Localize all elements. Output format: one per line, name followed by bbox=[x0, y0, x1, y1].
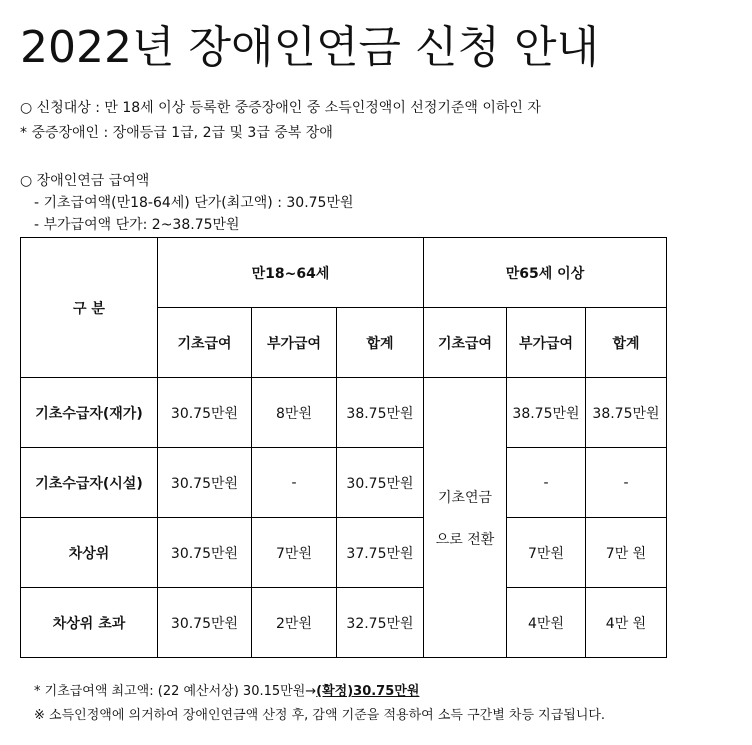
table-row bbox=[21, 518, 667, 588]
sub-header: 기초급여 bbox=[158, 308, 252, 378]
row-label: 기초수급자(재가) bbox=[21, 378, 158, 448]
table-cell: 30.75만원 bbox=[158, 588, 252, 658]
table-cell: 4만원 bbox=[507, 588, 586, 658]
table-cell: 38.75만원 bbox=[507, 378, 586, 448]
income-note: ※ 소득인정액에 의거하여 장애인연금액 산정 후, 감액 기준을 적용하여 소득 구간별 차등 지급됩니다. bbox=[34, 708, 606, 723]
max-amount-note-text: * 기초급여액 최고액: (22 예산서상) 30.15만원→ bbox=[34, 684, 317, 699]
table-cell: 30.75만원 bbox=[158, 448, 252, 518]
sub-header: 합계 bbox=[337, 308, 424, 378]
merged-line: 으로 전환 bbox=[435, 531, 495, 548]
row-label: 차상위 bbox=[21, 518, 158, 588]
table-cell: 30.75만원 bbox=[158, 378, 252, 448]
amount-item-additional: - 부가급여액 단가: 2~38.75만원 bbox=[34, 217, 240, 233]
table-cell: 30.75만원 bbox=[158, 518, 252, 588]
table-cell: 7만원 bbox=[507, 518, 586, 588]
confirmed-amount: (확정)30.75만원 bbox=[316, 684, 420, 699]
table-cell: 4만 원 bbox=[586, 588, 667, 658]
table-row bbox=[21, 588, 667, 658]
table-cell: - bbox=[252, 448, 337, 518]
sub-header: 부가급여 bbox=[507, 308, 586, 378]
row-label: 차상위 초과 bbox=[21, 588, 158, 658]
target-line: ○ 신청대상 : 만 18세 이상 등록한 중증장애인 중 소득인정액이 선정기준액 이하인 자 bbox=[20, 100, 541, 116]
table-cell: 38.75만원 bbox=[586, 378, 667, 448]
table-cell: 7만 원 bbox=[586, 518, 667, 588]
max-amount-note bbox=[34, 684, 419, 700]
table-cell: 7만원 bbox=[252, 518, 337, 588]
row-label: 기초수급자(시설) bbox=[21, 448, 158, 518]
merged-basic-pension-cell bbox=[424, 378, 507, 658]
sub-header: 기초급여 bbox=[424, 308, 507, 378]
category-header: 구 분 bbox=[21, 238, 158, 378]
table-cell: 32.75만원 bbox=[337, 588, 424, 658]
table-cell: 38.75만원 bbox=[337, 378, 424, 448]
table-cell: 8만원 bbox=[252, 378, 337, 448]
table-cell: 30.75만원 bbox=[337, 448, 424, 518]
group-header-65plus: 만65세 이상 bbox=[424, 238, 667, 308]
group-header-18-64: 만18~64세 bbox=[158, 238, 424, 308]
amount-heading: ○ 장애인연금 급여액 bbox=[20, 173, 150, 189]
merged-line: 기초연금 bbox=[437, 489, 493, 506]
table-cell: - bbox=[507, 448, 586, 518]
severe-disability-note: * 중증장애인 : 장애등급 1급, 2급 및 3급 중복 장애 bbox=[20, 125, 333, 141]
amount-item-basic: - 기초급여액(만18-64세) 단가(최고액) : 30.75만원 bbox=[34, 195, 354, 211]
pension-table bbox=[20, 237, 667, 658]
table-row bbox=[21, 378, 667, 448]
table-cell: 2만원 bbox=[252, 588, 337, 658]
sub-header: 부가급여 bbox=[252, 308, 337, 378]
table-row bbox=[21, 448, 667, 518]
table-cell: 37.75만원 bbox=[337, 518, 424, 588]
page-title: 2022년 장애인연금 신청 안내 bbox=[20, 22, 599, 73]
sub-header: 합계 bbox=[586, 308, 667, 378]
table-cell: - bbox=[586, 448, 667, 518]
